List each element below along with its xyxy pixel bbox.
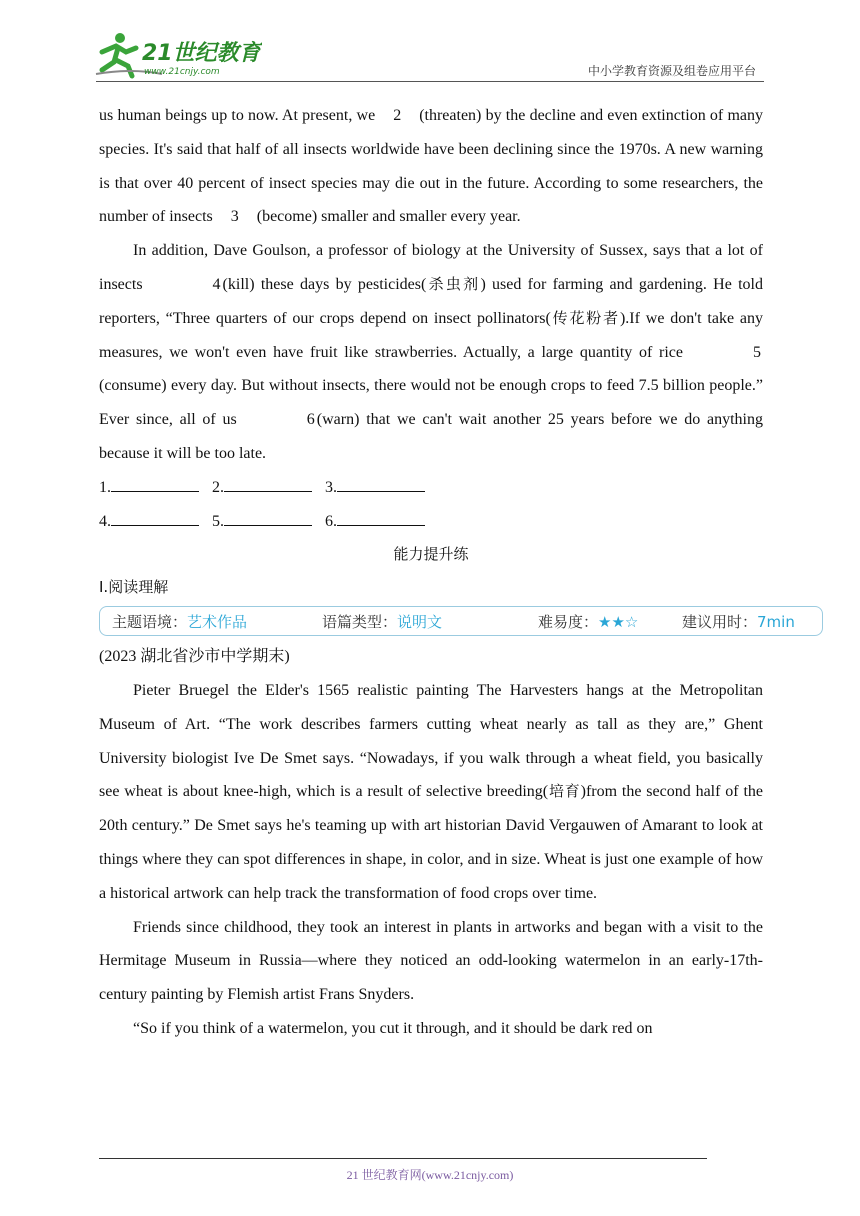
chinese-gloss: 传花粉者 <box>550 308 620 327</box>
page-header <box>0 0 860 90</box>
svg-text:www.21cnjy.com: www.21cnjy.com <box>144 67 220 77</box>
reading-subhead: Ⅰ.阅读理解 <box>99 578 169 597</box>
page-footer: 21 世纪教育网(www.21cnjy.com) <box>346 1168 514 1182</box>
genre-info: 语篇类型：说明文 <box>322 613 443 632</box>
star-rating-icon: ★★☆ <box>598 613 639 632</box>
time-info: 建议用时：7min <box>682 613 795 632</box>
text-run: (warn) that we can't wait another 25 years before we do anything because it will be too late. <box>99 411 764 462</box>
blank-5: 5 <box>753 343 761 361</box>
site-logo <box>92 30 262 80</box>
blank-2: 2 <box>393 107 402 124</box>
footer-divider <box>99 1158 707 1159</box>
theme-info: 主题语境：艺术作品 <box>112 613 248 632</box>
text-run: (become) smaller and smaller every year. <box>256 208 521 226</box>
passage1-paragraph1 <box>99 99 763 234</box>
blank-6: 6 <box>306 411 315 429</box>
answer-slot-6[interactable]: 6. <box>325 505 425 539</box>
answer-slot-5[interactable]: 5. <box>212 505 312 539</box>
text-run: In addition, Dave Goulson, a professor of biology at the University of Sussex, says that a lot of insects <box>99 242 763 293</box>
runner-logo-icon <box>92 30 262 80</box>
answer-slot-3[interactable]: 3. <box>325 471 425 505</box>
chinese-gloss: 培育 <box>548 782 581 801</box>
text-run: (kill) these days by pesticides( <box>222 275 427 293</box>
text-run: )from the second half of the 20th century.” De Smet says he's teaming up with art historian David Vergauwen of Amarant to look at things where they can spot differences in shape, in color, and in size. Wheat is just one example of how a historical artwork can help track the transformation of food crops over time. <box>99 783 763 902</box>
svg-text:21世纪教育: 21世纪教育 <box>142 41 261 66</box>
blank-4: 4 <box>212 275 221 293</box>
text-run: Pieter Bruegel the Elder's 1565 realistic painting The Harvesters hangs at the Metropolitan Museum of Art. “The work describes farmers cutting wheat nearly as tall as they are,” Ghent University biologist Ive De Smet says. “Nowadays, if you walk through a wheat field, you basically see wheat is about knee-high, which is a result of selective breeding( <box>99 681 763 801</box>
answer-row-1 <box>99 471 763 505</box>
info-bar <box>99 606 823 636</box>
passage-source: (2023 湖北省沙市中学期末) <box>99 648 290 666</box>
blank-3: 3 <box>230 208 239 226</box>
text-run: ).If we don't take any measures, we won't even have fruit like strawberries. Actually, a large quantity of rice <box>99 309 763 361</box>
section-title: 能力提升练 <box>393 545 469 564</box>
passage1-paragraph2 <box>99 234 763 471</box>
text-run: (consume) every day. But without insects, there would not be enough crops to feed 7.5 billion people.” Ever since, all of us <box>99 377 763 429</box>
chinese-gloss: 杀虫剂 <box>426 274 481 293</box>
passage2-paragraph2: Friends since childhood, they took an interest in plants in artworks and began with a visit to the Hermitage Museum in Russia—where they noticed an odd-looking watermelon in an early-17th-century painting by Flemish artist Frans Snyders. <box>99 918 763 1004</box>
answer-slot-4[interactable]: 4. <box>99 505 199 539</box>
difficulty-info: 难易度：★★☆ <box>538 613 639 632</box>
text-run: us human beings up to now. At present, we <box>99 107 376 124</box>
header-platform-text: 中小学教育资源及组卷应用平台 <box>587 64 756 78</box>
header-divider <box>96 81 764 82</box>
document-body <box>99 99 795 1046</box>
answer-slot-2[interactable]: 2. <box>212 471 312 505</box>
answer-row-2 <box>99 505 763 539</box>
text-run: ) used for farming and gardening. He told reporters, “Three quarters of our crops depend on insect pollinators( <box>99 275 763 327</box>
passage2-paragraph3: “So if you think of a watermelon, you cut it through, and it should be dark red on <box>133 1019 653 1037</box>
answer-slot-1[interactable]: 1. <box>99 471 199 505</box>
text-run: (threaten) by the decline and even extinction of many species. It's said that half of all insects worldwide have been declining since the 1970s. A new warning is that over 40 percent of insect species may die out in the future. According to some researchers, the number of insects <box>99 107 763 226</box>
passage2-paragraph1 <box>99 674 763 911</box>
